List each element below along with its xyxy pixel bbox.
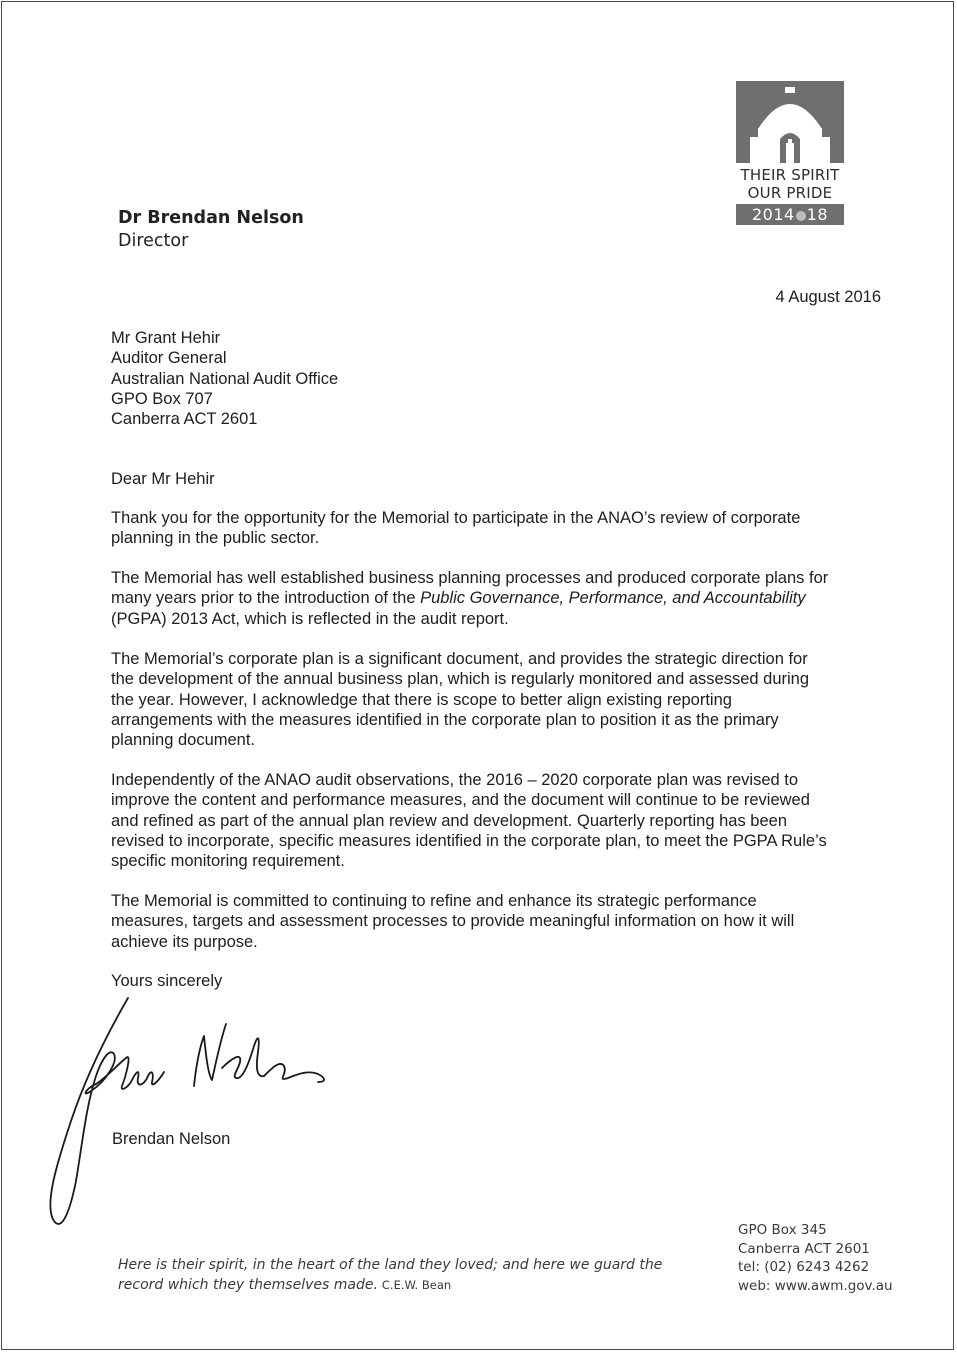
quote-line <box>118 1275 662 1295</box>
paragraph-line: Thank you for the opportunity for the Memorial to participate in the ANAO’s review of corporate <box>111 509 801 527</box>
paragraph-line: The Memorial is committed to continuing to refine and enhance its strategic performance <box>111 892 757 910</box>
paragraph-text: many years prior to the introduction of the <box>111 589 421 608</box>
act-title-italic: Public Governance, Performance, and Accountability <box>420 589 806 608</box>
footer-quote <box>118 1255 662 1295</box>
signoff-name: Brendan Nelson <box>112 1130 231 1148</box>
memorial-building-icon <box>736 81 844 163</box>
recipient-line: Auditor General <box>111 349 227 368</box>
recipient-address <box>111 328 511 429</box>
paragraph-line: revised to incorporate, specific measures identified in the corporate plan, to meet the PGPA Rule’s <box>111 831 827 850</box>
paragraph-line: the development of the annual business plan, which is regularly monitored and assessed during <box>111 670 810 689</box>
paragraph-line: arrangements with the measures identified in the corporate plan to position it as the primary <box>111 710 779 729</box>
handwritten-signature <box>36 996 336 1236</box>
footer-contact <box>738 1221 893 1295</box>
logo-text-line2: OUR PRIDE <box>747 184 833 202</box>
memorial-logo <box>736 81 844 225</box>
paragraph-line <box>111 588 891 608</box>
closing: Yours sincerely <box>111 972 223 990</box>
recipient-line: GPO Box 707 <box>111 389 213 408</box>
paragraph-line: measures, targets and assessment processes to provide meaningful information on how it will <box>111 912 795 931</box>
contact-line: GPO Box 345 <box>738 1222 827 1238</box>
paragraph-line: (PGPA) 2013 Act, which is reflected in the audit report. <box>111 609 509 628</box>
recipient-line: Mr Grant Hehir <box>111 329 221 347</box>
sender-name: Dr Brendan Nelson <box>118 208 304 228</box>
logo-text-line1: THEIR SPIRIT <box>740 166 840 184</box>
contact-line: web: www.awm.gov.au <box>738 1277 893 1294</box>
poppy-icon <box>796 211 806 221</box>
recipient-line: Canberra ACT 2601 <box>111 410 258 429</box>
quote-line: Here is their spirit, in the heart of the land they loved; and here we guard the <box>118 1257 663 1273</box>
paragraph-1 <box>111 508 891 549</box>
letter-date: 4 August 2016 <box>775 288 881 306</box>
paragraph-5 <box>111 891 891 952</box>
quote-attribution: C.E.W. Bean <box>381 1278 452 1292</box>
paragraph-line: The Memorial has well established business planning processes and produced corporate plans for <box>111 569 829 587</box>
paragraph-line: improve the content and performance measures, and the document will continue to be reviewed <box>111 791 810 810</box>
logo-years-badge <box>736 204 844 225</box>
contact-line: Canberra ACT 2601 <box>738 1240 870 1257</box>
quote-text: record which they themselves made. <box>118 1277 378 1293</box>
paragraph-line: the year. However, I acknowledge that there is scope to better align existing reporting <box>111 690 732 709</box>
paragraph-line: and refined as part of the annual plan review and development. Quarterly reporting has been <box>111 811 788 830</box>
recipient-line: Australian National Audit Office <box>111 369 339 388</box>
sender-title: Director <box>118 231 189 251</box>
paragraph-line: planning document. <box>111 731 256 750</box>
paragraph-2 <box>111 568 891 629</box>
paragraph-3 <box>111 649 891 750</box>
contact-line: tel: (02) 6243 4262 <box>738 1259 870 1275</box>
logo-year-start: 2014 <box>751 205 795 224</box>
salutation: Dear Mr Hehir <box>111 470 215 488</box>
paragraph-line: Independently of the ANAO audit observations, the 2016 – 2020 corporate plan was revised to <box>111 771 799 789</box>
logo-year-end: 18 <box>806 205 829 224</box>
paragraph-line: planning in the public sector. <box>111 529 320 548</box>
paragraph-line: achieve its purpose. <box>111 932 258 951</box>
paragraph-line: specific monitoring requirement. <box>111 852 345 871</box>
paragraph-4 <box>111 770 891 871</box>
paragraph-line: The Memorial’s corporate plan is a significant document, and provides the strategic direction for <box>111 650 808 668</box>
